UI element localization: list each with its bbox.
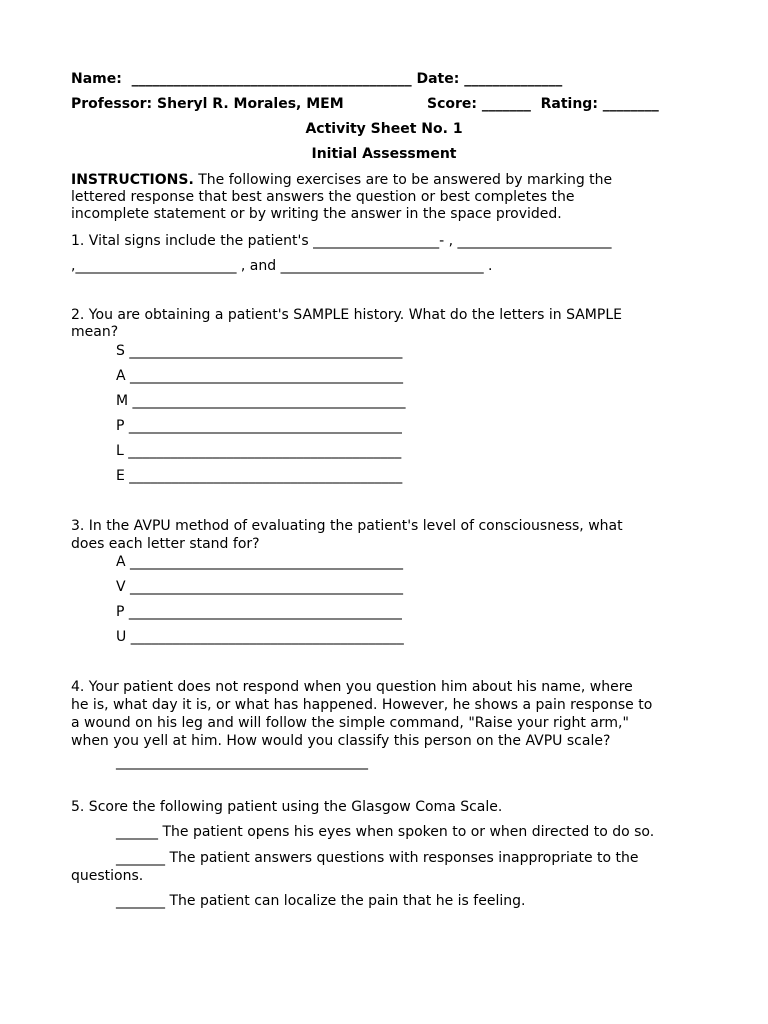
q3-item-p: P _______________________________________: [116, 604, 402, 620]
q4-line-3: a wound on his leg and will follow the simple command, "Raise your right arm,": [71, 715, 629, 731]
professor-line: Professor: Sheryl R. Morales, MEM: [71, 96, 344, 112]
instructions-text: The following exercises are to be answered by marking the: [193, 172, 613, 188]
q1-line-1: 1. Vital signs include the patient's __________________- , ______________________: [71, 233, 612, 249]
activity-title: Activity Sheet No. 1: [305, 121, 463, 137]
assessment-subtitle: Initial Assessment: [311, 146, 457, 162]
q2-item-p: P _______________________________________: [116, 418, 402, 434]
q5-item-1: ______ The patient opens his eyes when spoken to or when directed to do so.: [116, 824, 655, 840]
q3-item-a: A _______________________________________: [116, 554, 404, 570]
q4-line-1: 4. Your patient does not respond when you question him about his name, where: [71, 679, 633, 695]
q2-item-m: M _______________________________________: [116, 393, 406, 409]
q3-line-2: does each letter stand for?: [71, 536, 260, 552]
q3-item-u: U _______________________________________: [116, 629, 404, 645]
score-rating-line: Score: _______ Rating: ________: [427, 96, 659, 112]
q5-line-1: 5. Score the following patient using the Glasgow Coma Scale.: [71, 799, 503, 815]
q3-line-1: 3. In the AVPU method of evaluating the patient's level of consciousness, what: [71, 518, 623, 534]
instructions-line-3: incomplete statement or by writing the answer in the space provided.: [71, 206, 562, 222]
instructions-line-1: [71, 171, 612, 189]
q4-line-4: when you yell at him. How would you classify this person on the AVPU scale?: [71, 733, 611, 749]
q5-item-2-cont: questions.: [71, 868, 144, 884]
q4-line-2: he is, what day it is, or what has happened. However, he shows a pain response to: [71, 697, 653, 713]
instructions-label: INSTRUCTIONS.: [71, 172, 194, 188]
q5-item-3: _______ The patient can localize the pain that he is feeling.: [116, 893, 526, 909]
q2-item-l: L _______________________________________: [116, 443, 402, 459]
q2-item-a: A _______________________________________: [116, 368, 404, 384]
name-date-line: Name: ________________________________________ Date: ______________: [71, 71, 563, 87]
q2-item-s: S _______________________________________: [116, 343, 403, 359]
q2-line-2: mean?: [71, 324, 119, 340]
q5-item-2: _______ The patient answers questions with responses inappropriate to the: [116, 850, 639, 866]
q2-item-e: E _______________________________________: [116, 468, 403, 484]
q4-answer-line: ____________________________________: [116, 754, 368, 770]
q1-line-2: ,_______________________ , and _____________________________ .: [71, 258, 493, 274]
instructions-line-2: lettered response that best answers the question or best completes the: [71, 189, 575, 205]
q2-line-1: 2. You are obtaining a patient's SAMPLE history. What do the letters in SAMPLE: [71, 307, 622, 323]
q3-item-v: V _______________________________________: [116, 579, 404, 595]
